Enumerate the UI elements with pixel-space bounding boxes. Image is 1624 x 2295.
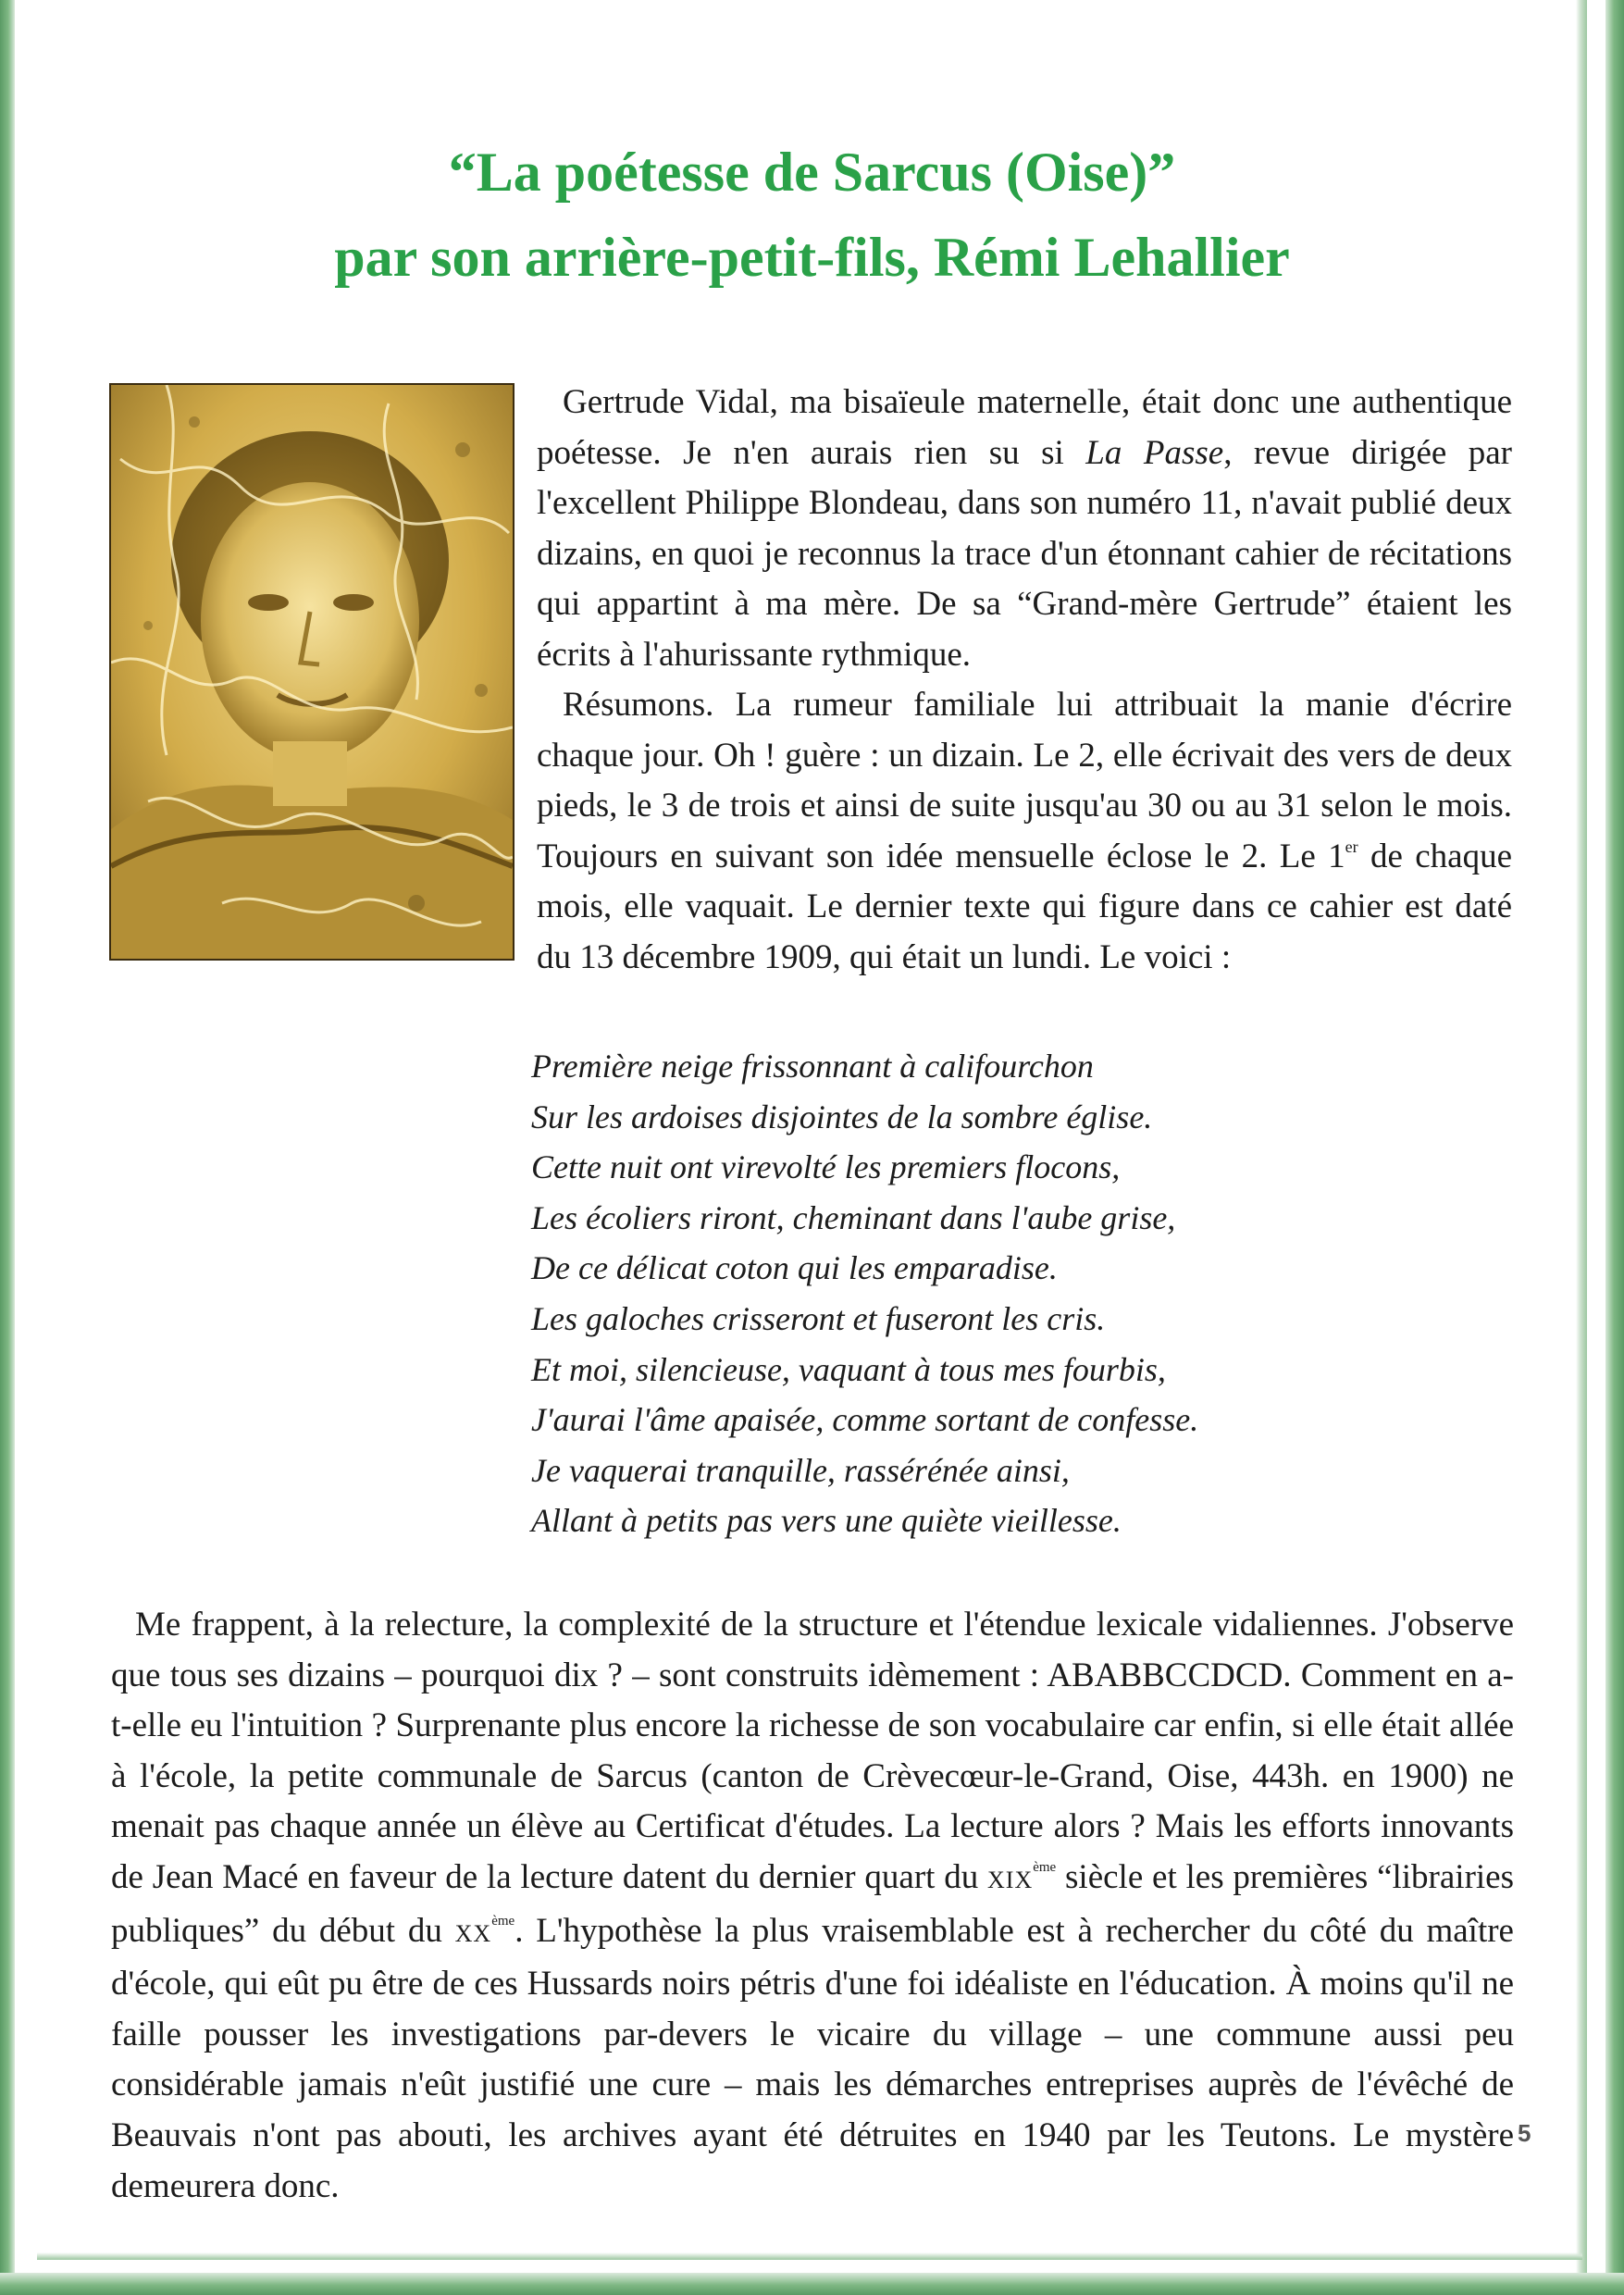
poem-line: Les galoches crisseront et fuseront les cris. bbox=[531, 1299, 1106, 1337]
intro-paragraph-1: Gertrude Vidal, ma bisaïeule maternelle, était donc une authentique poétesse. Je n'en aurais rien su si La Passe, revue dirigée par l'excellent Philippe Blondeau, dans son numéro 11, n'avait publié deux dizains, en quoi je reconnus la trace d'un étonnant cahier de récitations qui appartint à ma mère. De sa “Grand-mère Gertrude” étaient les écrits à l'ahurissante rythmique. bbox=[537, 383, 1513, 674]
title-line-1: “La poétesse de Sarcus (Oise)” bbox=[448, 142, 1176, 203]
journal-name: La Passe bbox=[1085, 433, 1224, 472]
poem-line: J'aurai l'âme apaisée, comme sortant de confesse. bbox=[531, 1401, 1199, 1439]
frame-bottom-border bbox=[0, 2273, 1624, 2295]
intro-paragraph-2: Résumons. La rumeur familiale lui attribuait la manie d'écrire chaque jour. Oh ! guère : un dizain. Le 2, elle écrivait des vers de deux pieds, le 3 de trois et ainsi de suite jusqu'au 30 ou au 31 selon le mois. Toujours en suivant son idée mensuelle éclose le 2. Le 1er de chaque mois, elle vaquait. Le dernier texte qui figure dans ce cahier est daté du 13 décembre 1909, qui était un lundi. Le voici : bbox=[537, 686, 1512, 976]
poem-line: De ce délicat coton qui les emparadise. bbox=[531, 1249, 1058, 1287]
title-line-2: par son arrière-petit-fils, Rémi Lehallier bbox=[334, 227, 1290, 288]
frame-right-inner-border bbox=[1576, 0, 1587, 2295]
frame-bottom-inner-border bbox=[37, 2252, 1582, 2260]
intro-text bbox=[537, 378, 1512, 983]
frame-right-border bbox=[1605, 0, 1624, 2295]
frame-left-border bbox=[0, 0, 15, 2295]
page-title bbox=[0, 130, 1624, 300]
poem-dizain bbox=[531, 1041, 1364, 1546]
poem-line: Sur les ardoises disjointes de la sombre église. bbox=[531, 1098, 1153, 1135]
closing-paragraph: Me frappent, à la relecture, la complexité de la structure et l'étendue lexicale vidaliennes. J'observe que tous ses dizains – pourquoi dix ? – sont construits idèmement : ABABBCCDCD. Comment en a-t-elle eu l'intuition ? Surprenante plus encore la richesse de son vocabulaire car enfin, si elle était allée à l'école, la petite communale de Sarcus (canton de Crèvecœur-le-Grand, Oise, 443h. en 1900) ne menait pas chaque année un élève au Certificat d'études. La lecture alors ? Mais les efforts innovants de Jean Macé en faveur de la lecture datent du dernier quart du XIXème siècle et les premières “librairies publiques” du début du XXème. L'hypothèse la plus vraisemblable est à rechercher du côté du maître d'école, qui eût pu être de ces Hussards noirs pétris d'une foi idéaliste en l'éducation. À moins qu'il ne faille pousser les investigations par-devers le vicaire du village – une commune aussi peu considérable jamais n'eût justifié une cure – mais les démarches entreprises auprès de l'évêché de Beauvais n'ont pas abouti, les archives ayant été détruites en 1940 par les Teutons. Le mystère demeurera donc. bbox=[111, 1606, 1515, 2205]
poem-line: Première neige frissonnant à califourchon bbox=[531, 1048, 1094, 1085]
sepia-portrait-photo-icon bbox=[111, 385, 513, 959]
poem-line: Allant à petits pas vers une quiète vieillesse. bbox=[531, 1502, 1122, 1540]
poem-line: Cette nuit ont virevolté les premiers flocons, bbox=[531, 1148, 1121, 1186]
poem-line: Je vaquerai tranquille, rassérénée ainsi, bbox=[531, 1451, 1070, 1489]
poem-line: Les écoliers riront, cheminant dans l'aube grise, bbox=[531, 1198, 1176, 1236]
poem-line: Et moi, silencieuse, vaquant à tous mes fourbis, bbox=[531, 1350, 1166, 1388]
page-number: 5 bbox=[1518, 2119, 1531, 2147]
portrait-photo bbox=[109, 383, 514, 961]
